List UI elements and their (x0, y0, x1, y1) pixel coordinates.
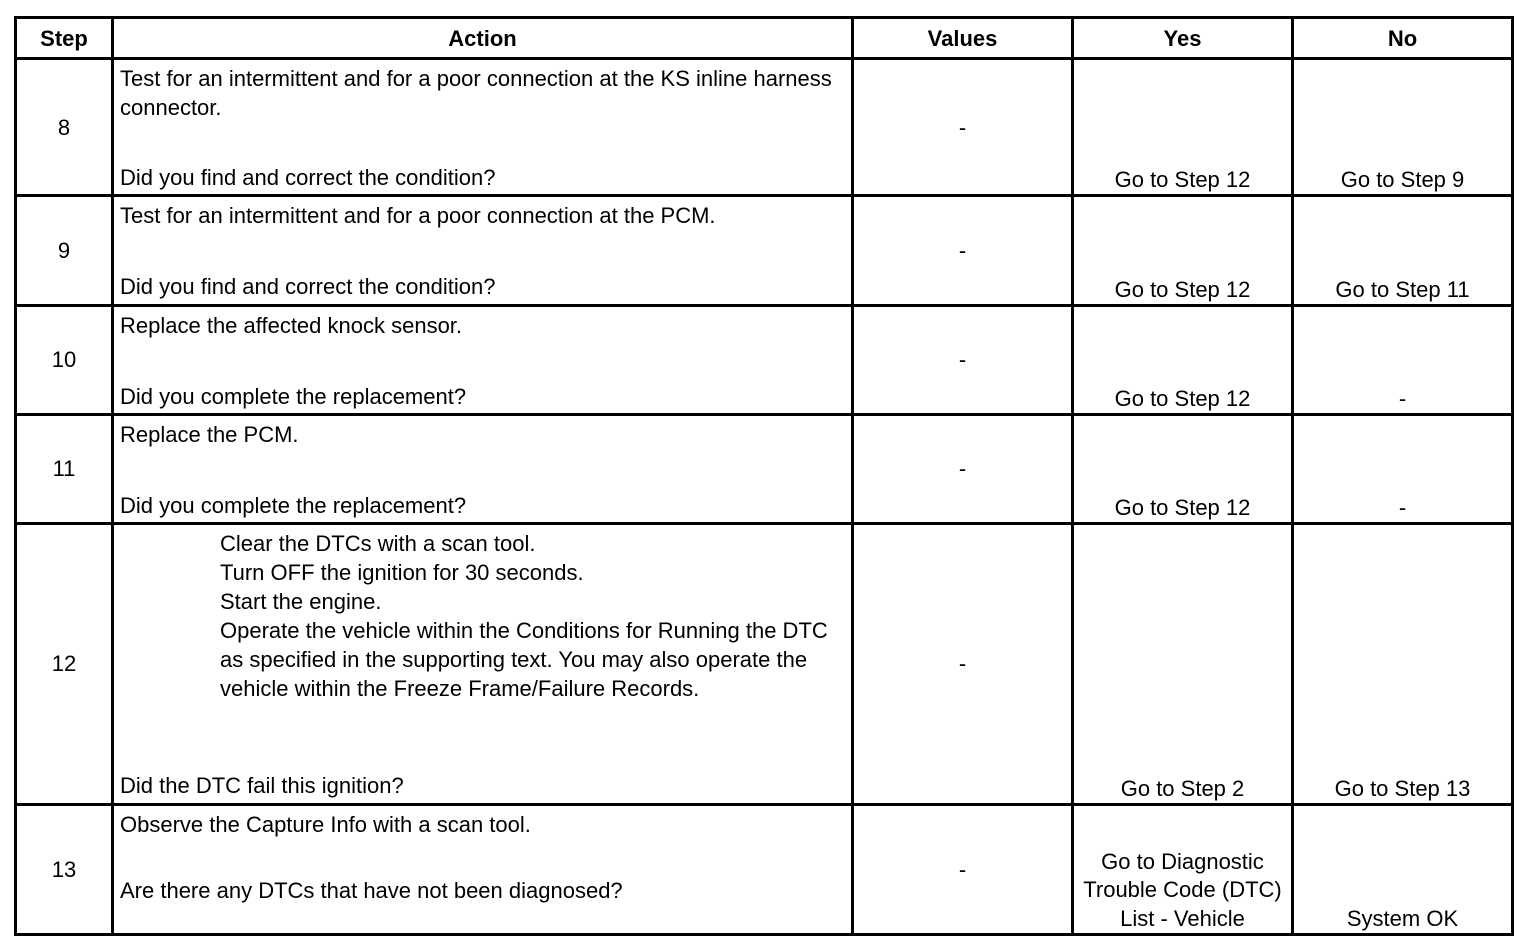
header-step: Step (16, 18, 113, 59)
action-question: Did you complete the replacement? (120, 383, 467, 409)
values-cell: - (853, 804, 1073, 934)
yes-result-text: Go to Diagnostic Trouble Code (DTC) List - Vehicle (1083, 848, 1282, 931)
action-cell (113, 196, 853, 305)
values-cell: - (853, 196, 1073, 305)
header-no: No (1293, 18, 1513, 59)
no-result: Go to Step 9 (1293, 59, 1513, 196)
no-result: - (1293, 414, 1513, 523)
yes-result: Go to Step 12 (1073, 59, 1293, 196)
action-list-item: Turn OFF the ignition for 30 seconds. (220, 560, 584, 586)
yes-result: Go to Step 12 (1073, 305, 1293, 414)
step-number: 8 (16, 59, 113, 196)
table-row (16, 414, 1513, 523)
values-cell: - (853, 524, 1073, 805)
yes-result: Go to Step 2 (1073, 524, 1293, 805)
action-question: Did you find and correct the condition? (120, 274, 496, 300)
no-result: System OK (1293, 804, 1513, 934)
action-question: Did the DTC fail this ignition? (120, 773, 404, 799)
action-cell (113, 305, 853, 414)
action-text: Replace the PCM. (120, 421, 299, 447)
yes-result: Go to Step 12 (1073, 414, 1293, 523)
action-text: Test for an intermittent and for a poor connection at the KS inline harness connector. (120, 66, 832, 120)
action-question: Did you find and correct the condition? (120, 165, 496, 190)
action-question: Are there any DTCs that have not been diagnosed? (120, 877, 623, 903)
table-row (16, 59, 1513, 196)
yes-result: Go to Step 12 (1073, 196, 1293, 305)
values-cell: - (853, 305, 1073, 414)
action-text: Observe the Capture Info with a scan tool. (120, 811, 531, 837)
action-cell (113, 524, 853, 805)
header-action: Action (113, 18, 853, 59)
action-text: Replace the affected knock sensor. (120, 312, 463, 338)
step-number: 13 (16, 804, 113, 934)
step-number: 9 (16, 196, 113, 305)
header-yes: Yes (1073, 18, 1293, 59)
action-step-list (120, 529, 845, 703)
table-row (16, 305, 1513, 414)
table-row (16, 524, 1513, 805)
action-list-item: Start the engine. (220, 589, 382, 615)
step-number: 11 (16, 414, 113, 523)
action-question: Did you complete the replacement? (120, 492, 467, 518)
no-result: - (1293, 305, 1513, 414)
step-number: 10 (16, 305, 113, 414)
action-list-item: Clear the DTCs with a scan tool. (220, 531, 536, 557)
action-cell (113, 804, 853, 934)
action-list-item: Operate the vehicle within the Conditions for Running the DTC as specified in the supporting text. You may also operate the vehicle within the Freeze Frame/Failure Records. (220, 618, 828, 702)
action-text: Test for an intermittent and for a poor connection at the PCM. (120, 203, 716, 229)
yes-result (1073, 804, 1293, 934)
diagnostic-step-table (14, 16, 1514, 936)
table-header-row (16, 18, 1513, 59)
no-result: Go to Step 11 (1293, 196, 1513, 305)
action-cell (113, 414, 853, 523)
table-row (16, 196, 1513, 305)
table-row (16, 804, 1513, 934)
action-cell (113, 59, 853, 196)
values-cell: - (853, 59, 1073, 196)
values-cell: - (853, 414, 1073, 523)
step-number: 12 (16, 524, 113, 805)
no-result: Go to Step 13 (1293, 524, 1513, 805)
header-values: Values (853, 18, 1073, 59)
